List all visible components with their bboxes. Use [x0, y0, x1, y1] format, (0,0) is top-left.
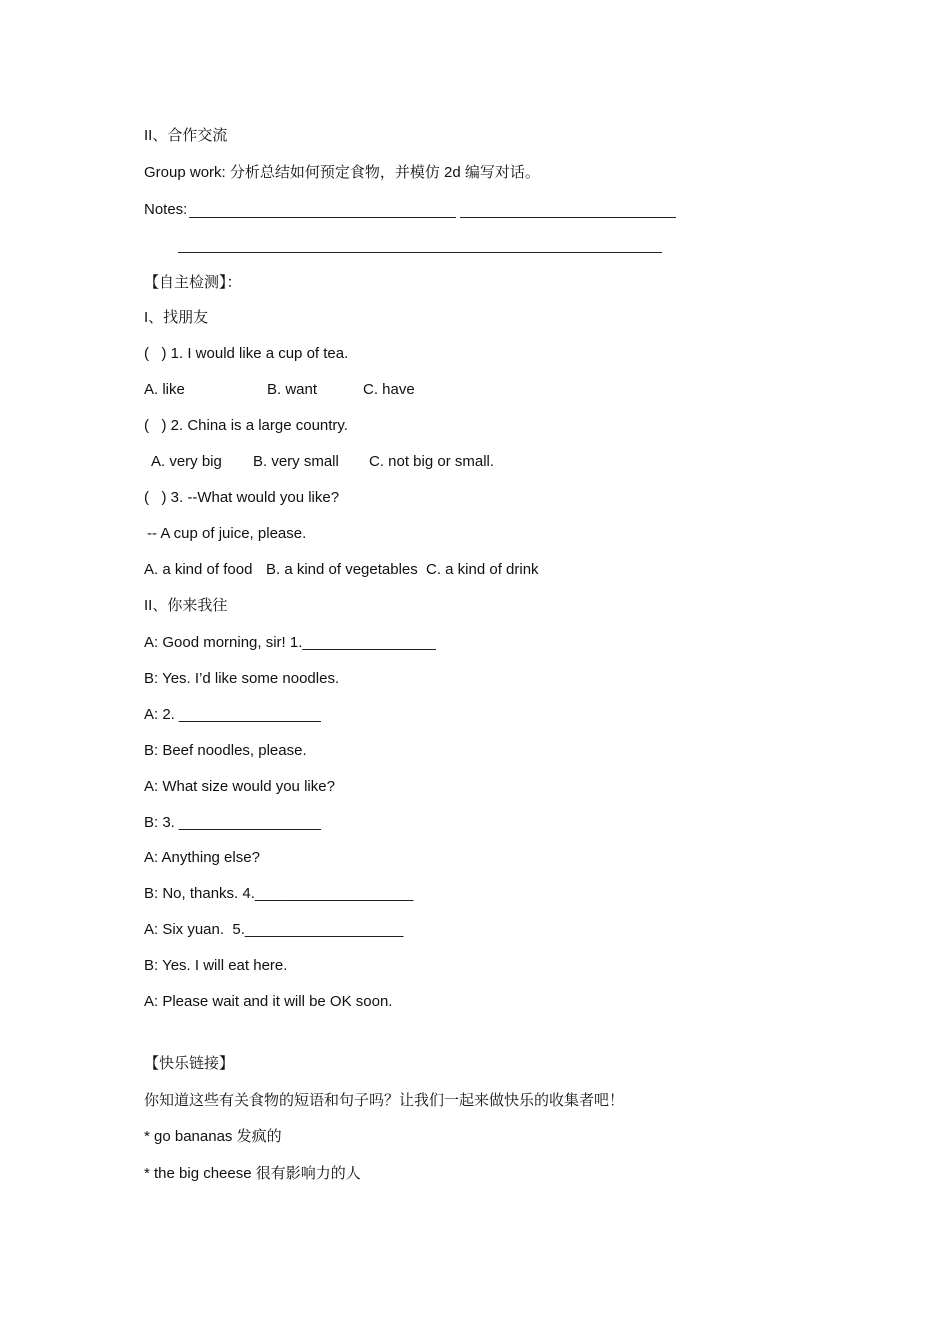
section1-heading: I、找朋友: [144, 309, 209, 326]
dialogue-line: A: What size would you like?: [144, 778, 335, 795]
dialogue-line: A: Good morning, sir! 1.________________: [144, 634, 436, 651]
dialogue-line: B: 3. _________________: [144, 814, 321, 831]
notes-label: Notes:: [144, 201, 188, 218]
happy-link-intro: 你知道这些有关食物的短语和句子吗？让我们一起来做快乐的收集者吧！: [144, 1092, 625, 1109]
phrase-item: * the big cheese 很有影响力的人: [144, 1165, 361, 1182]
question-1-stem: ( ) 1. I would like a cup of tea.: [144, 345, 349, 362]
notes-blank-2[interactable]: [460, 217, 676, 218]
happy-link-heading: 【快乐链接】: [144, 1055, 235, 1072]
notes-blank-3[interactable]: [178, 252, 662, 253]
section2-heading: II、你来我往: [144, 597, 228, 614]
question-1-option-a: A. like: [144, 381, 185, 398]
dialogue-line: A: Please wait and it will be OK soon.: [144, 993, 393, 1010]
dialogue-line: A: 2. _________________: [144, 706, 321, 723]
dialogue-line: A: Six yuan. 5.___________________: [144, 921, 404, 938]
dialogue-line: B: No, thanks. 4.___________________: [144, 885, 414, 902]
question-1-option-c: C. have: [363, 381, 415, 398]
question-2-option-c: C. not big or small.: [369, 453, 495, 470]
question-3-stem: ( ) 3. --What would you like?: [144, 489, 340, 506]
self-check-heading: 【自主检测】：: [144, 274, 242, 291]
question-3-option-a: A. a kind of food: [144, 561, 253, 578]
phrase-item: * go bananas 发疯的: [144, 1128, 282, 1145]
group-work-instruction: Group work: 分析总结如何预定食物，并模仿 2d 编写对话。: [144, 164, 540, 181]
question-3-answer-line: -- A cup of juice, please.: [147, 525, 307, 542]
dialogue-line: B: Yes. I will eat here.: [144, 957, 288, 974]
question-2-option-a: A. very big: [151, 453, 222, 470]
dialogue-line: B: Beef noodles, please.: [144, 742, 307, 759]
question-2-stem: ( ) 2. China is a large country.: [144, 417, 348, 434]
notes-blank-1[interactable]: [189, 217, 456, 218]
part2-heading: II、合作交流: [144, 127, 228, 144]
question-1-option-b: B. want: [267, 381, 318, 398]
question-3-option-c: C. a kind of drink: [426, 561, 539, 578]
question-2-option-b: B. very small: [253, 453, 339, 470]
dialogue-line: A: Anything else?: [144, 849, 260, 866]
question-3-option-b: B. a kind of vegetables: [266, 561, 418, 578]
dialogue-line: B: Yes. I’d like some noodles.: [144, 670, 340, 687]
